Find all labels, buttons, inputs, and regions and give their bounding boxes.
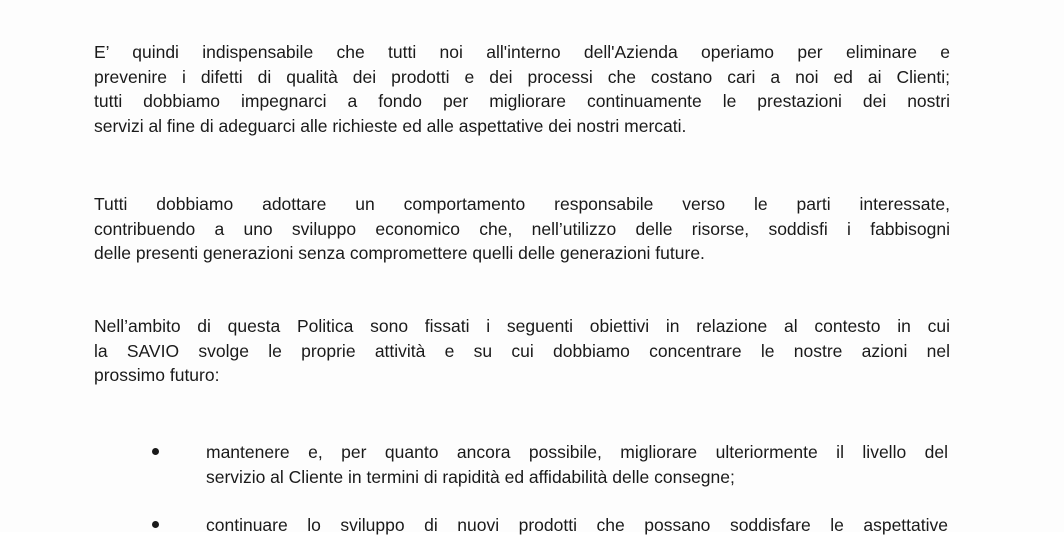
- paragraph-objectives: [94, 314, 950, 388]
- bullet-text: [206, 513, 948, 538]
- bullet-icon: [152, 521, 159, 528]
- paragraph-line: tutti dobbiamo impegnarci a fondo per migliorare continuamente le prestazioni dei nostri: [94, 91, 950, 111]
- bullet-icon: [152, 448, 159, 455]
- paragraph-responsibility: [94, 192, 950, 266]
- bullet-line: mantenere e, per quanto ancora possibile, migliorare ulteriormente il livello del: [206, 442, 948, 462]
- paragraph-line: prevenire i difetti di qualità dei prodotti e dei processi che costano cari a noi ed ai Clienti;: [94, 66, 950, 87]
- paragraph-line: contribuendo a uno sviluppo economico che, nell’utilizzo delle risorse, soddisfi i fabbisogni: [94, 218, 950, 239]
- paragraph-line: la SAVIO svolge le proprie attività e su cui dobbiamo concentrare le nostre azioni nel: [94, 340, 950, 361]
- bullet-line: continuare lo sviluppo di nuovi prodotti che possano soddisfare le aspettative: [206, 515, 948, 535]
- paragraph-quality: [94, 40, 950, 138]
- paragraph-line: prossimo futuro:: [94, 365, 220, 385]
- bullet-text: [206, 440, 948, 489]
- paragraph-line: delle presenti generazioni senza compromettere quelli delle generazioni future.: [94, 243, 705, 263]
- paragraph-line: Tutti dobbiamo adottare un comportamento responsabile verso le parti interessate,: [94, 194, 950, 214]
- paragraph-line: Nell’ambito di questa Politica sono fissati i seguenti obiettivi in relazione al contesto in cui: [94, 316, 950, 336]
- paragraph-line: E’ quindi indispensabile che tutti noi all'interno dell'Azienda operiamo per eliminare e: [94, 42, 950, 62]
- bullet-line: servizio al Cliente in termini di rapidità ed affidabilità delle consegne;: [206, 466, 735, 487]
- paragraph-line: servizi al fine di adeguarci alle richieste ed alle aspettative dei nostri mercati.: [94, 115, 687, 136]
